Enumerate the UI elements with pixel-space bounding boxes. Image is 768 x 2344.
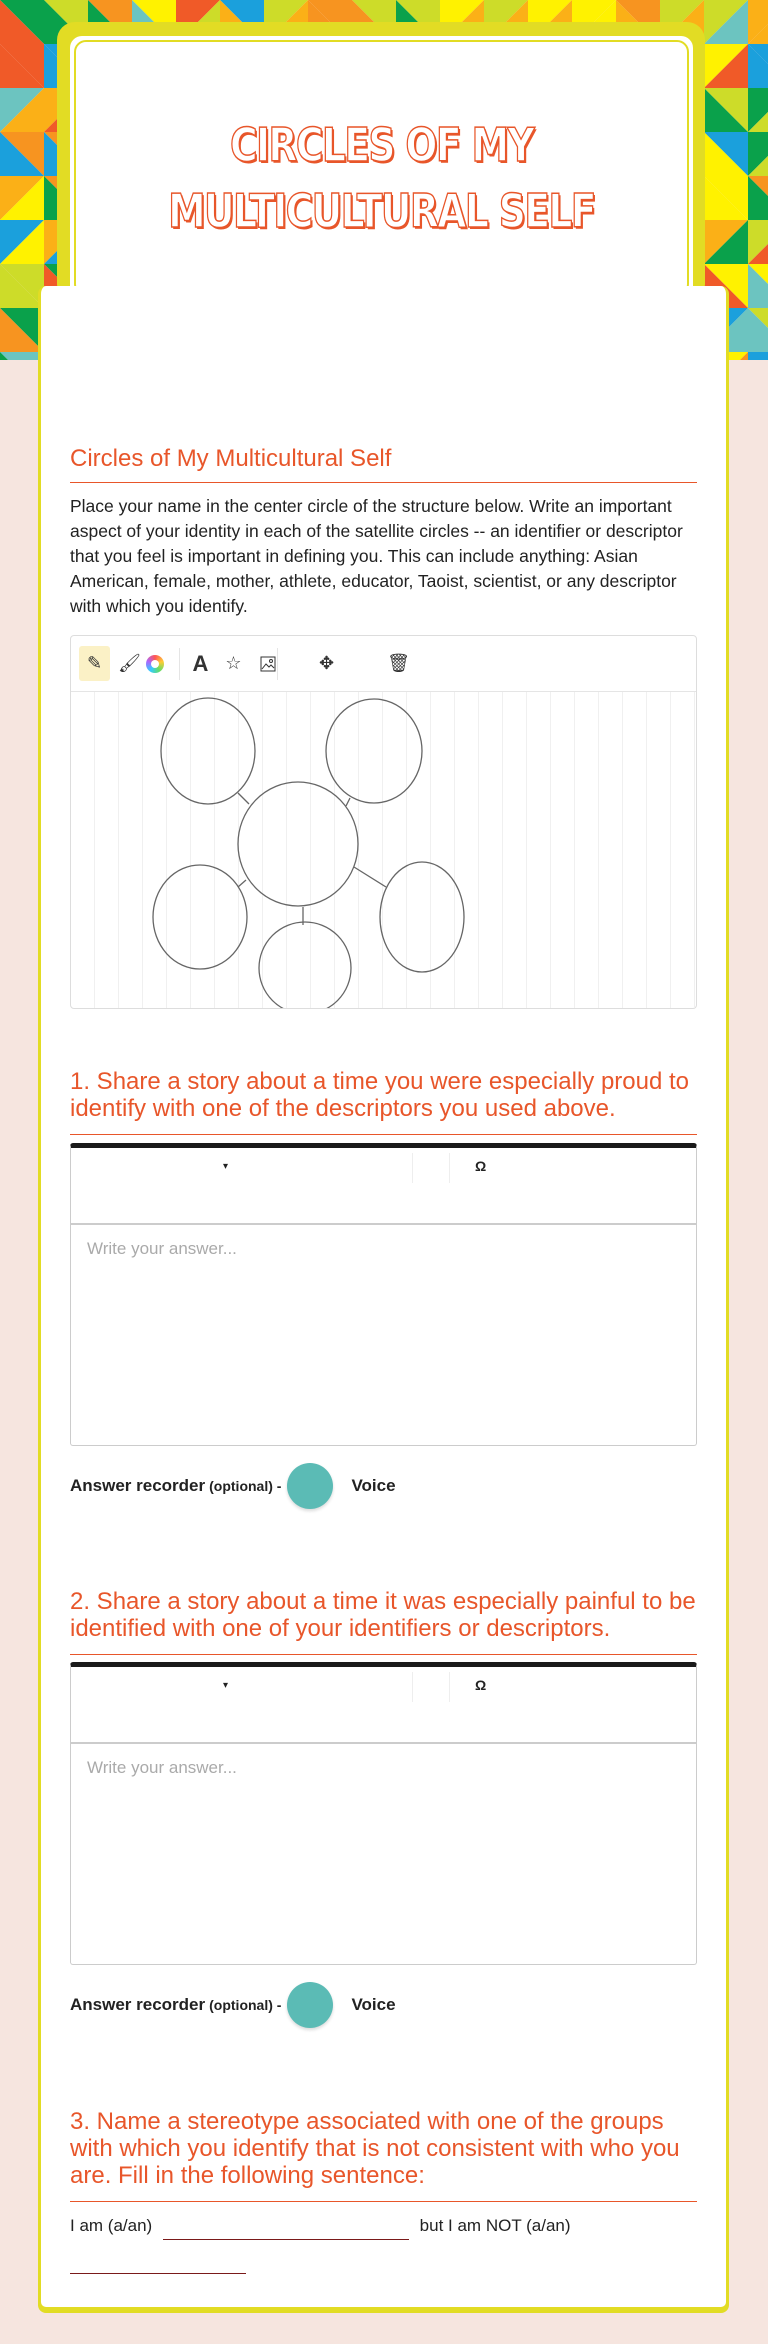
voice-label: Voice [351, 1995, 396, 2014]
blank-input-2[interactable] [70, 2252, 246, 2274]
format-dropdown[interactable]: ▾ [223, 1161, 229, 1172]
color-wheel-icon[interactable] [139, 646, 170, 681]
answer-recorder: Answer recorder (optional) - Voice [70, 1463, 396, 1509]
question-1-editor [70, 1143, 697, 1446]
satellite-circle [326, 699, 422, 803]
blank-input-1[interactable] [163, 2218, 409, 2240]
special-character-button[interactable]: Ω [475, 1677, 487, 1693]
image-icon[interactable] [252, 646, 283, 681]
move-icon[interactable]: ✥ [318, 653, 335, 673]
pattern-triangle [748, 352, 768, 360]
brush-icon[interactable]: 🖌︎ [118, 653, 141, 673]
record-button[interactable] [287, 1982, 333, 2028]
center-circle [238, 782, 358, 906]
question-1-heading: 1. Share a story about a time you were especially proud to identify with one of the descriptors you used above. [70, 1068, 697, 1135]
answer-recorder: Answer recorder (optional) - Voice [70, 1982, 396, 2028]
instructions-text: Place your name in the center circle of the structure below. Write an important aspect of your identity in each of the satellite circles -- an identifier or descriptor that you feel is important in defining you. This can include anything: Asian American, female, mother, athlete, educator, Taoist, scientist, or any descriptor with which you identify. [70, 496, 683, 616]
special-character-button[interactable]: Ω [475, 1158, 487, 1174]
connector-line [238, 880, 246, 887]
star-icon[interactable]: ☆ [225, 653, 242, 673]
connector-line [354, 867, 386, 887]
pencil-icon[interactable]: ✎ [79, 646, 110, 681]
satellite-circle [161, 698, 255, 804]
question-2-editor [70, 1662, 697, 1965]
drawing-canvas[interactable] [71, 692, 696, 1008]
drawing-toolbar [71, 636, 696, 692]
drawing-widget [70, 635, 697, 1009]
editor-toolbar [71, 1667, 696, 1744]
page-title: CIRCLES OF MY MULTICULTURAL SELF [168, 118, 595, 238]
editor-toolbar [71, 1148, 696, 1225]
connector-line [346, 798, 350, 806]
text-icon[interactable]: A [192, 650, 209, 676]
record-button[interactable] [287, 1463, 333, 1509]
question-2-heading: 2. Share a story about a time it was especially painful to be identified with one of your identifiers or descriptors. [70, 1588, 697, 1655]
satellite-circle [380, 862, 464, 972]
question-3-heading: 3. Name a stereotype associated with one of the groups with which you identify that is not consistent with who you are. Fill in the following sentence: [70, 2108, 697, 2202]
satellite-circle [259, 922, 351, 1008]
format-dropdown[interactable]: ▾ [223, 1680, 229, 1691]
fill-in-sentence: I am (a/an) but I am NOT (a/an) [70, 2212, 697, 2274]
connector-line [238, 793, 249, 804]
trash-icon[interactable]: 🗑︎ [387, 653, 410, 673]
answer-input[interactable] [71, 1744, 696, 1962]
answer-input[interactable] [71, 1225, 696, 1443]
satellite-circle [153, 865, 247, 969]
voice-label: Voice [351, 1476, 396, 1495]
section-heading: Circles of My Multicultural Self [70, 445, 697, 483]
